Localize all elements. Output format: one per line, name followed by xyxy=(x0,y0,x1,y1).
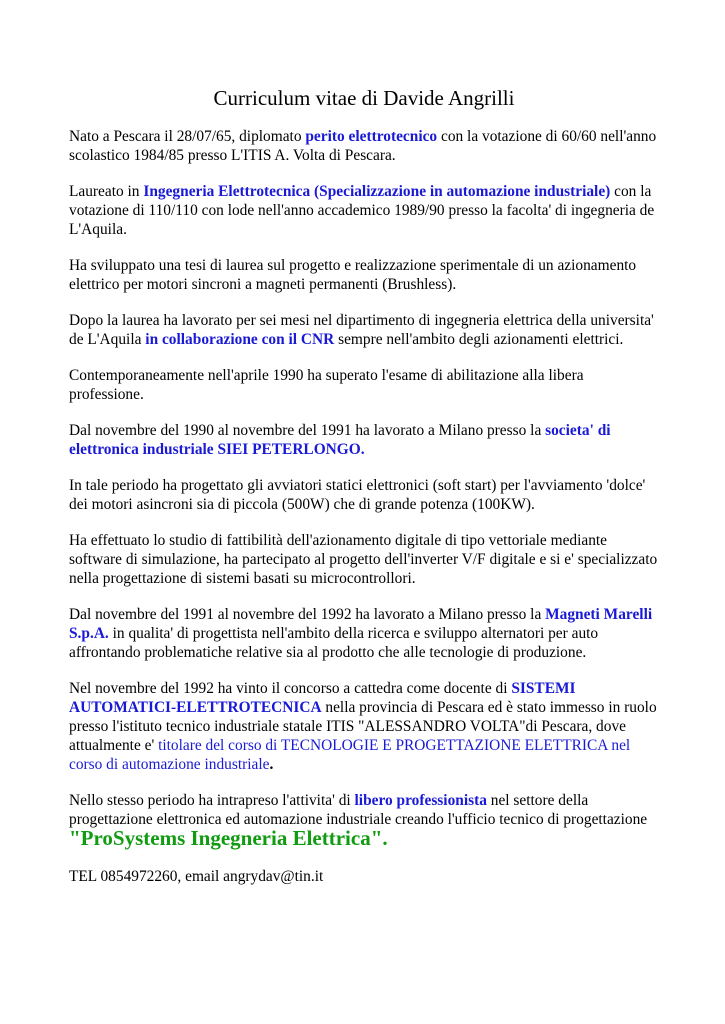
contact-line: TEL 0854972260, email angrydav@tin.it xyxy=(69,868,324,885)
highlight-sistemi: SISTEMI AUTOMATICI-ELETTROTECNICA xyxy=(69,680,576,716)
highlight-freelance: libero professionista xyxy=(354,792,487,809)
text: nella provincia di Pescara ed è stato immesso in ruolo presso l'istituto tecnico industriale statale ITIS "ALESSANDRO VOLTA"di Pescara, dove attualmente e' xyxy=(69,699,657,754)
paragraph-birth-diploma xyxy=(69,127,659,165)
text: Nato a Pescara il 28/07/65, diplomato xyxy=(69,128,306,145)
paragraph-licensing: Contemporaneamente nell'aprile 1990 ha superato l'esame di abilitazione alla libera professione. xyxy=(69,367,584,403)
highlight-marelli: Magneti Marelli S.p.A. xyxy=(69,606,653,642)
highlight-siei: societa' di elettronica industriale SIEI PETERLONGO. xyxy=(69,422,611,458)
highlight-cnr: in collaborazione con il CNR xyxy=(145,331,335,348)
cv-document xyxy=(69,83,659,903)
text: Nello stesso periodo ha intrapreso l'attivita' di xyxy=(69,792,355,809)
text: in qualita' di progettista nell'ambito della ricerca e sviluppo alternatori per auto affrontando problematiche relative sia al prodotto che alle tecnologie di produzione. xyxy=(69,625,599,661)
text: con la votazione di 110/110 con lode nell'anno accademico 1989/90 presso la facolta' di ingegneria de L'Aquila. xyxy=(69,183,655,238)
text: . xyxy=(269,756,274,773)
paragraph-thesis: Ha sviluppato una tesi di laurea sul progetto e realizzazione sperimentale di un azionamento elettrico per motori sincroni a magneti permanenti (Brushless). xyxy=(69,257,637,293)
paragraph-marelli xyxy=(69,605,659,662)
paragraph-freelance xyxy=(69,791,659,850)
text: Dal novembre del 1991 al novembre del 1992 ha lavorato a Milano presso la xyxy=(69,606,546,623)
paragraph-degree xyxy=(69,182,659,239)
text: nel settore della progettazione elettronica ed automazione industriale creando l'ufficio tecnico di progettazione xyxy=(69,792,648,828)
highlight-course: titolare del corso di TECNOLOGIE E PROGETTAZIONE ELETTRICA nel corso di automazione industriale xyxy=(69,737,631,773)
paragraph-siei xyxy=(69,421,659,459)
paragraph-university-work xyxy=(69,311,659,349)
company-name: "ProSystems Ingegneria Elettrica". xyxy=(69,826,388,850)
text: Dopo la laurea ha lavorato per sei mesi nel dipartimento di ingegneria elettrica della universita' de L'Aquila xyxy=(69,312,654,348)
text: Dal novembre del 1990 al novembre del 1991 ha lavorato a Milano presso la xyxy=(69,422,546,439)
paragraph-soft-start: In tale periodo ha progettato gli avviatori statici elettronici (soft start) per l'avviamento 'dolce' dei motori asincroni sia di piccola (500W) che di grande potenza (100KW). xyxy=(69,477,646,513)
text: sempre nell'ambito degli azionamenti elettrici. xyxy=(334,331,624,348)
text: Laureato in xyxy=(69,183,144,200)
text: Nel novembre del 1992 ha vinto il concorso a cattedra come docente di xyxy=(69,680,512,697)
paragraph-teaching xyxy=(69,679,659,774)
highlight-diploma: perito elettrotecnico xyxy=(305,128,438,145)
text: con la votazione di 60/60 nell'anno scolastico 1984/85 presso L'ITIS A. Volta di Pescara. xyxy=(69,128,657,164)
page-title: Curriculum vitae di Davide Angrilli xyxy=(213,86,515,110)
paragraph-feasibility: Ha effettuato lo studio di fattibilità dell'azionamento digitale di tipo vettoriale mediante software di simulazione, ha partecipato al progetto dell'inverter V/F digitale e si e' specializzato nella progettazione di sistemi basati su microcontrollori. xyxy=(69,532,658,587)
highlight-degree: Ingegneria Elettrotecnica (Specializzazione in automazione industriale) xyxy=(143,183,611,200)
